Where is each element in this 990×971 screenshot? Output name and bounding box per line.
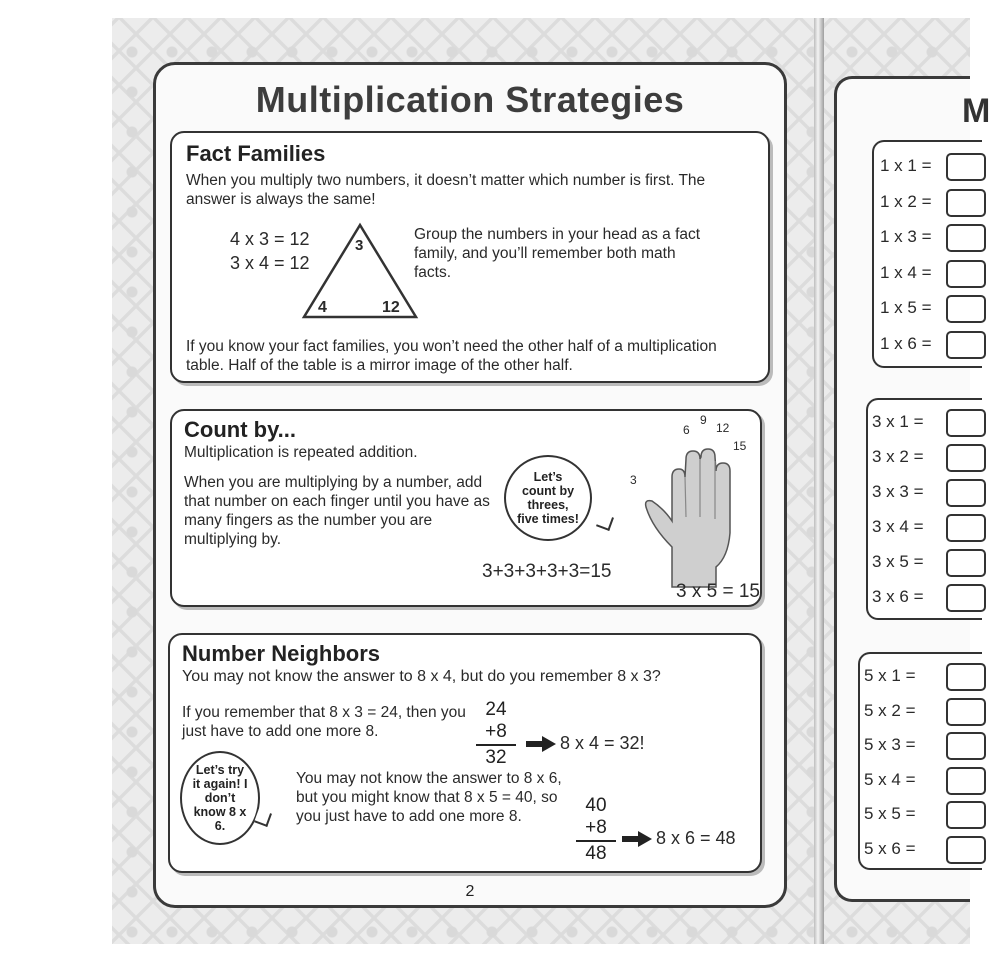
fact-row [864, 697, 970, 727]
fact-row [864, 800, 970, 830]
finger-label-6: 6 [683, 423, 690, 437]
fact-label: 1 x 2 = [880, 191, 932, 211]
answer-box[interactable] [946, 698, 986, 726]
fact-label: 5 x 4 = [864, 769, 916, 789]
fact-families-outro: If you know your fact families, you won’t need the other half of a multiplication table. Half of the table is a mirror image of the other half. [186, 338, 717, 374]
answer-box[interactable] [946, 801, 986, 829]
answer-box[interactable] [946, 479, 986, 507]
fact-label: 5 x 3 = [864, 735, 916, 754]
stack1-sum: 32 [485, 747, 507, 768]
fact-row [880, 152, 970, 182]
number-neighbors-bubble-text: Let’s try it again! I don’t know 8 x 6. [192, 763, 248, 833]
stack1-bar [476, 744, 516, 746]
stack1-top: 24 [485, 699, 507, 720]
answer-box[interactable] [946, 549, 986, 577]
answer-box[interactable] [946, 584, 986, 612]
count-by-subtitle: Multiplication is repeated addition. [184, 444, 418, 461]
count-by-section [170, 409, 762, 607]
fact-label: 3 x 3 = [872, 482, 924, 501]
fact-label: 5 x 6 = [864, 838, 916, 858]
fact-row [872, 548, 970, 578]
page-title: Multiplication Strategies [255, 79, 685, 120]
page-number: 2 [465, 883, 475, 900]
answer-box[interactable] [946, 409, 986, 437]
fact-row [872, 513, 970, 543]
answer-box[interactable] [946, 331, 986, 359]
fact-label: 1 x 3 = [880, 227, 932, 246]
right-page-title-fragment: M [962, 92, 990, 130]
number-neighbors-result-1: 8 x 4 = 32! [560, 733, 645, 753]
photo-margin-left [0, 0, 112, 971]
finger-label-15: 15 [733, 439, 747, 453]
fact-row [872, 443, 970, 473]
fact-eq-1: 4 x 3 = 12 [230, 229, 310, 249]
fact-label: 3 x 4 = [872, 517, 924, 536]
count-by-title: Count by... [184, 417, 297, 442]
book-spine [814, 18, 824, 944]
triangle-top-number: 3 [355, 237, 364, 254]
addition-stack-1 [476, 699, 516, 769]
fact-row [872, 408, 970, 438]
fact-row [872, 478, 970, 508]
fact-label: 3 x 6 = [872, 587, 924, 606]
fact-families-section [170, 131, 770, 383]
answer-box[interactable] [946, 836, 986, 864]
triangle-right-number: 12 [382, 299, 400, 316]
fact-label: 5 x 5 = [864, 804, 916, 823]
number-neighbors-result-2: 8 x 6 = 48 [656, 828, 736, 848]
photo-margin-top [0, 0, 970, 18]
photo-margin-bottom [0, 944, 970, 971]
stack2-bar [576, 840, 616, 842]
count-by-body: When you are multiplying by a number, add that number on each finger until you have as many fingers as the number you are multiplying by. [184, 474, 490, 548]
left-page-card [153, 62, 787, 908]
number-neighbors-speech-bubble [180, 751, 260, 845]
count-by-bubble-tail [596, 513, 614, 531]
answer-box[interactable] [946, 767, 986, 795]
count-by-bubble-text: Let’s count by threes, five times! [517, 470, 579, 526]
fact-row [864, 766, 970, 796]
number-neighbors-title: Number Neighbors [182, 641, 381, 666]
number-neighbors-bubble-tail [254, 809, 272, 827]
addition-stack-2 [576, 795, 616, 865]
number-neighbors-remember-text: If you remember that 8 x 3 = 24, then you just have to add one more 8. [182, 704, 466, 740]
arrow-right-icon [622, 831, 652, 847]
stack2-sum: 48 [585, 843, 607, 864]
fact-row [864, 731, 970, 761]
fact-row [880, 223, 970, 253]
stack1-add: +8 [485, 721, 507, 742]
arrow-right-icon [526, 736, 556, 752]
fact-label: 1 x 6 = [880, 333, 932, 353]
finger-label-3: 3 [630, 473, 637, 487]
fact-row [864, 662, 970, 692]
triangle-left-number: 4 [318, 299, 327, 316]
hand-icon [642, 437, 752, 587]
number-neighbors-intro: You may not know the answer to 8 x 4, but do you remember 8 x 3? [182, 668, 661, 685]
fact-eq-2: 3 x 4 = 12 [230, 253, 310, 273]
fact-row [872, 583, 970, 613]
fact-label: 1 x 1 = [880, 156, 932, 175]
fact-row [864, 835, 970, 865]
answer-box[interactable] [946, 514, 986, 542]
fact-label: 1 x 5 = [880, 298, 932, 317]
answer-box[interactable] [946, 224, 986, 252]
fact-row [880, 294, 970, 324]
finger-label-9: 9 [700, 413, 707, 427]
fact-label: 3 x 5 = [872, 552, 924, 571]
finger-label-12: 12 [716, 421, 730, 435]
fact-label: 3 x 1 = [872, 412, 924, 431]
answer-box[interactable] [946, 295, 986, 323]
fact-families-title: Fact Families [186, 141, 326, 166]
fact-row [880, 259, 970, 289]
fact-label: 1 x 4 = [880, 262, 932, 282]
fact-row [880, 188, 970, 218]
answer-box[interactable] [946, 444, 986, 472]
fact-label: 5 x 2 = [864, 700, 916, 720]
answer-box[interactable] [946, 189, 986, 217]
answer-box[interactable] [946, 732, 986, 760]
fact-row [880, 330, 970, 360]
count-by-product: 3 x 5 = 15 [676, 581, 760, 602]
number-neighbors-section [168, 633, 762, 873]
count-by-sum: 3+3+3+3+3=15 [482, 561, 612, 582]
fact-families-intro: When you multiply two numbers, it doesn’t matter which number is first. The answer is always the same! [186, 172, 706, 208]
number-neighbors-text-2: You may not know the answer to 8 x 6, but you might know that 8 x 5 = 40, so you just have to add one more 8. [296, 770, 562, 825]
stack2-add: +8 [585, 817, 607, 838]
answer-box[interactable] [946, 260, 986, 288]
fact-label: 5 x 1 = [864, 666, 916, 685]
answer-box[interactable] [946, 663, 986, 691]
stack2-top: 40 [585, 795, 607, 816]
fact-families-group-text: Group the numbers in your head as a fact family, and you’ll remember both math facts. [414, 226, 701, 281]
answer-box[interactable] [946, 153, 986, 181]
count-by-speech-bubble [504, 455, 592, 541]
fact-label: 3 x 2 = [872, 447, 924, 466]
